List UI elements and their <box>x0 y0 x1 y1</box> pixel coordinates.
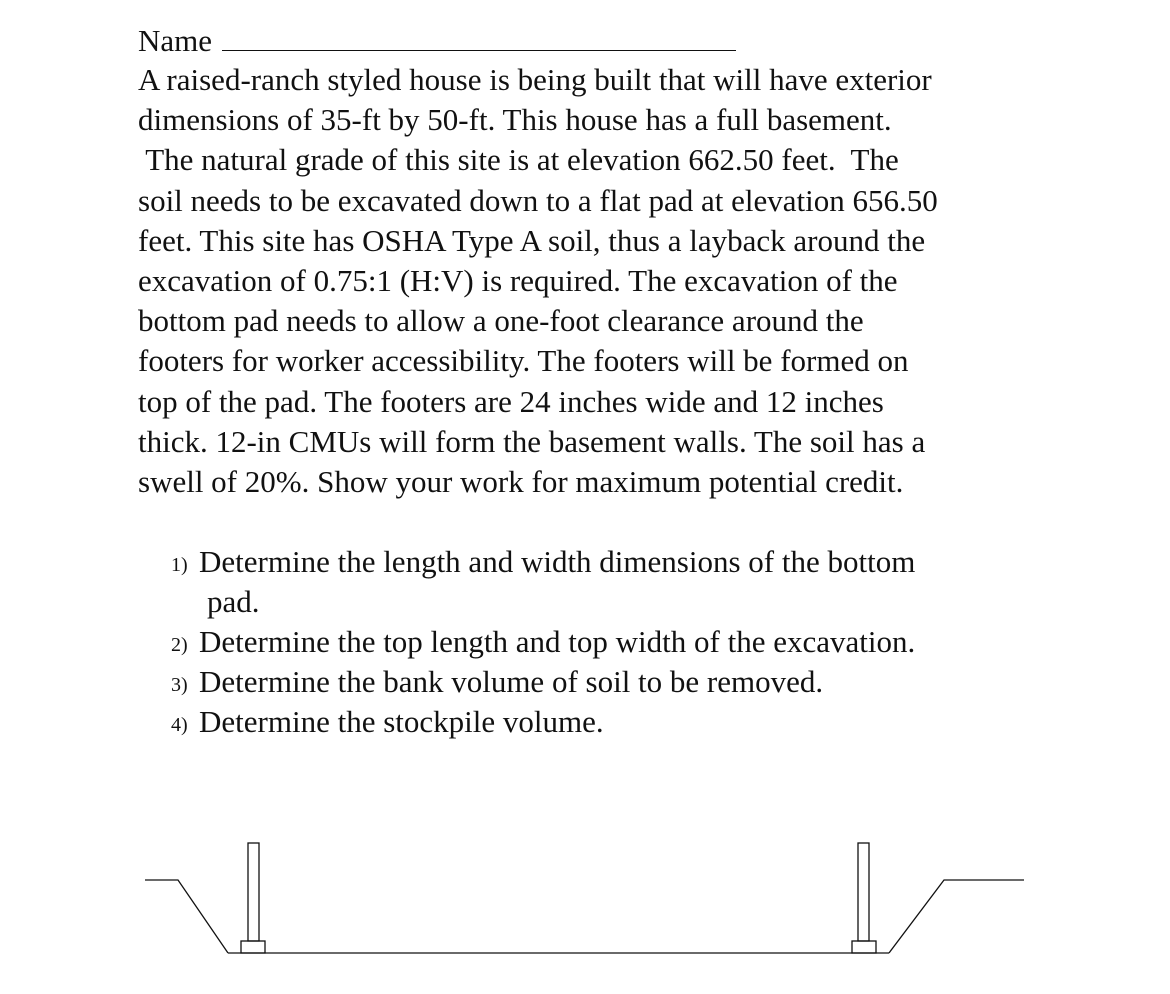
question-item <box>171 622 1051 662</box>
problem-line: dimensions of 35-ft by 50-ft. This house has a full basement. <box>138 102 892 138</box>
question-item <box>171 542 1051 622</box>
excavation-cross-section <box>0 820 1170 980</box>
name-label: Name <box>138 23 213 58</box>
question-item <box>171 662 1051 702</box>
question-number: 2) <box>171 634 188 656</box>
question-number: 1) <box>171 554 188 576</box>
question-text: Determine the top length and top width of the excavation. <box>199 624 916 659</box>
problem-line: swell of 20%. Show your work for maximum potential credit. <box>138 464 904 500</box>
question-list <box>171 542 1051 742</box>
left-footer <box>241 941 265 953</box>
question-number: 4) <box>171 714 188 736</box>
question-text: Determine the bank volume of soil to be removed. <box>199 664 824 699</box>
problem-line: soil needs to be excavated down to a flat pad at elevation 656.50 <box>138 182 938 218</box>
question-text: Determine the stockpile volume. <box>199 704 604 739</box>
problem-line: excavation of 0.75:1 (H:V) is required. The excavation of the <box>138 263 898 299</box>
left-basement-wall <box>248 843 259 941</box>
problem-line: feet. This site has OSHA Type A soil, thus a layback around the <box>138 222 926 258</box>
question-continuation: pad. <box>207 584 260 619</box>
question-item <box>171 702 1051 742</box>
problem-statement <box>138 60 1038 502</box>
right-slope-and-grade <box>889 880 1024 953</box>
left-grade-and-slope <box>145 880 228 953</box>
problem-line: footers for worker accessibility. The footers will be formed on <box>138 343 909 379</box>
problem-line: thick. 12-in CMUs will form the basement walls. The soil has a <box>138 423 926 459</box>
question-number: 3) <box>171 674 188 696</box>
problem-line: bottom pad needs to allow a one-foot clearance around the <box>138 303 864 339</box>
name-field-row <box>138 20 736 61</box>
right-basement-wall <box>858 843 869 941</box>
problem-line: The natural grade of this site is at elevation 662.50 feet. The <box>138 142 899 178</box>
right-footer <box>852 941 876 953</box>
question-text: Determine the length and width dimensions of the bottom <box>199 544 916 579</box>
problem-line: A raised-ranch styled house is being built that will have exterior <box>138 62 932 97</box>
problem-line: top of the pad. The footers are 24 inches wide and 12 inches <box>138 383 884 419</box>
name-blank-line[interactable] <box>222 20 736 51</box>
